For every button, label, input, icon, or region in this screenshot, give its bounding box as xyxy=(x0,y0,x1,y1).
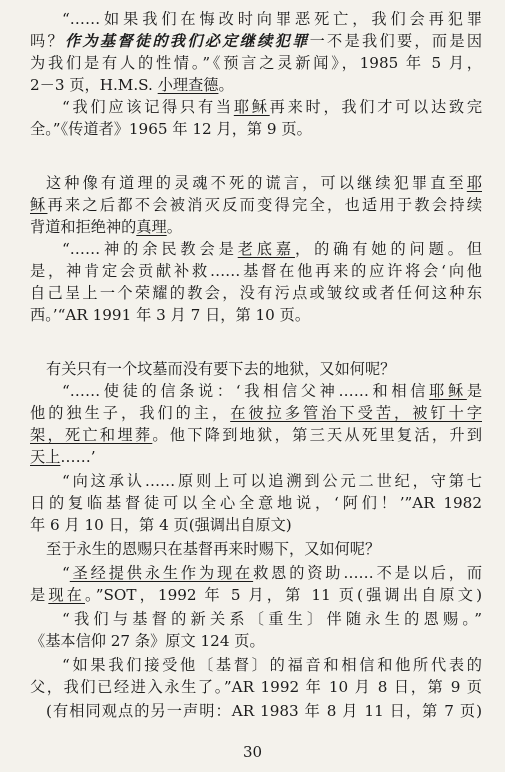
text-line: 全。”《传道者》1965 年 12 月，第 9 页。 xyxy=(30,120,312,138)
text-line: “……使徒的信条说：‘我相信父神……和相信耶稣是 xyxy=(62,382,482,400)
text-line: 稣再来之后都不会被消灭反而变得完全，也适用于教会持续 xyxy=(30,196,482,214)
underlined-text: 耶稣 xyxy=(429,382,467,400)
text-line: 吗？作为基督徒的我们必定继续犯罪一不是我们要，而是因 xyxy=(30,32,482,50)
text-line: “向这承认……原则上可以追溯到公元二世纪，守第七 xyxy=(62,472,482,490)
text-line: 年 6 月 10 日，第 4 页(强调出自原文) xyxy=(30,516,292,534)
underlined-text: 稣 xyxy=(30,196,48,214)
text-line: 至于永生的恩赐只在基督再来时赐下，又如何呢？ xyxy=(46,540,381,558)
text-line: “我们与基督的新关系〔重生〕伴随永生的恩赐。” xyxy=(62,610,482,628)
text-line: 父，我们已经进入永生了。”AR 1992 年 10 月 8 日，第 9 页 xyxy=(30,678,482,696)
text-line: 2－3 页，H.M.S. 小理查德。 xyxy=(30,76,234,94)
underlined-text: 老底嘉 xyxy=(237,240,295,258)
text-line: 西。’“AR 1991 年 3 月 7 日，第 10 页。 xyxy=(30,306,311,324)
underlined-text: 耶稣 xyxy=(233,98,270,116)
text-line: “如果我们接受他〔基督〕的福音和相信和他所代表的 xyxy=(62,656,482,674)
text-line: “……如果我们在悔改时向罪恶死亡，我们会再犯罪 xyxy=(62,10,482,28)
underlined-text: 耶 xyxy=(466,174,482,192)
text-line: 日的复临基督徒可以全心全意地说，‘阿们！’”AR 1982 xyxy=(30,494,482,512)
emphasized-text: 作为基督徒的我们必定继续犯罪 xyxy=(64,32,310,50)
text-line: 架，死亡和埋葬。他下降到地狱，第三天从死里复活，升到 xyxy=(30,426,482,444)
page-number: 30 xyxy=(242,743,263,761)
text-line: 为我们是有人的性情。”《预言之灵新闻》，1985 年 5 月， xyxy=(30,54,482,72)
text-line: 是，神肯定会贡献补救……基督在他再来的应许将会‘向他 xyxy=(30,262,482,280)
text-line: 《基本信仰 27 条》原文 124 页。 xyxy=(30,632,265,650)
underlined-text: 小理查德 xyxy=(157,76,219,94)
text-line: “圣经提供永生作为现在救恩的资助……不是以后，而 xyxy=(62,564,482,582)
text-line: 是现在。”SOT，1992 年 5 月，第 11 页(强调出自原文) xyxy=(30,586,482,604)
text-line: (有相同观点的另一声明：AR 1983 年 8 月 11 日，第 7 页) xyxy=(46,702,482,720)
text-line: 这种像有道理的灵魂不死的谎言，可以继续犯罪直至耶 xyxy=(46,174,482,192)
underlined-text: 真理 xyxy=(136,218,167,236)
underlined-text: 架，死亡和埋葬 xyxy=(30,426,153,444)
text-line: 自己呈上一个荣耀的教会，没有污点或皱纹或者任何这种东 xyxy=(30,284,482,302)
underlined-text: 现在 xyxy=(48,586,85,604)
underlined-text: 圣经提供永生作为现在 xyxy=(69,564,254,582)
text-line: “……神的余民教会是老底嘉，的确有她的问题。但 xyxy=(62,240,482,258)
text-line: 有关只有一个坟墓而没有要下去的地狱，又如何呢？ xyxy=(46,360,396,378)
text-line: 背道和拒绝神的真理。 xyxy=(30,218,182,236)
text-line: 天上……’ xyxy=(30,448,96,466)
text-line: 他的独生子，我们的主，在彼拉多管治下受苦，被钉十字 xyxy=(30,404,482,422)
underlined-text: 在彼拉多管治下受苦，被钉十字 xyxy=(230,404,482,422)
text-line: “我们应该记得只有当耶稣再来时，我们才可以达致完 xyxy=(62,98,482,116)
underlined-text: 天上 xyxy=(30,448,61,466)
